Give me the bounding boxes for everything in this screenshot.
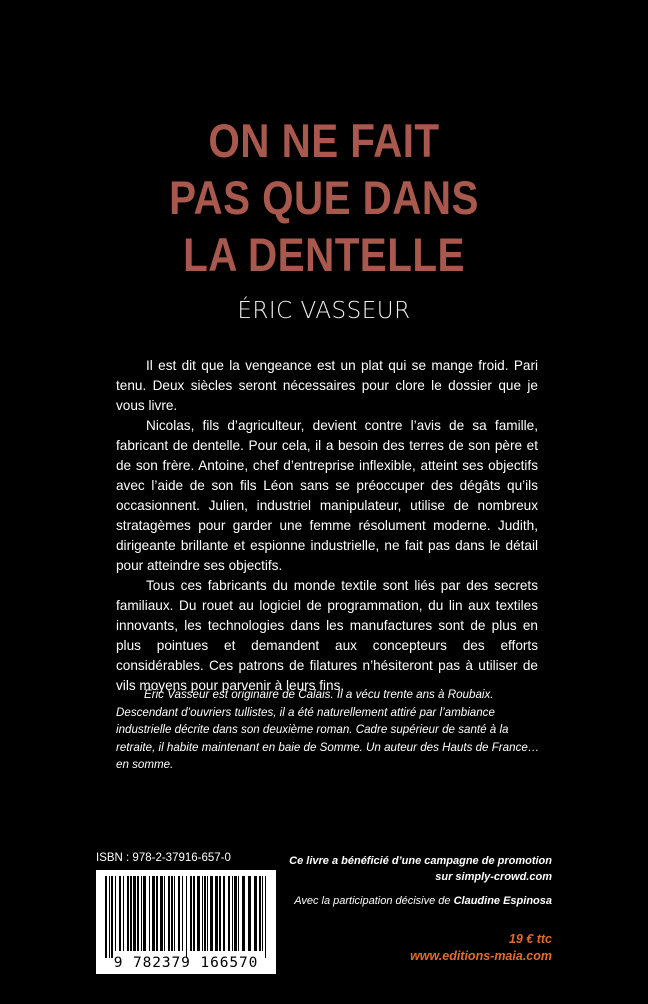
synopsis-paragraph-3: Tous ces fabricants du monde textile sont liés par des secrets familiaux. Du rouet au logiciel de programmation, du lin aux textiles innovants, les technologies dans les manufactures sont de plus en plus pointues et demandent aux concepteurs des efforts considérables. Ces patrons de filatures n’hésiteront pas à utiliser de vils moyens pour parvenir à leurs fins. [116, 578, 538, 693]
author-bio-text: Éric Vasseur est originaire de Calais. Il a vécu trente ans à Roubaix. Descendant d’ouvriers tullistes, il a été naturellement attiré par l’ambiance industrielle décrite dans son deuxième roman. Cadre supérieur de santé à la retraite, il habite maintenant en baie de Somme. Un auteur des Hauts de France… en somme. [116, 688, 540, 771]
author-bio [116, 686, 544, 774]
synopsis-paragraph-2: Nicolas, fils d’agriculteur, devient contre l’avis de sa famille, fabricant de dentelle. Pour cela, il a besoin des terres de son père et de son frère. Antoine, chef d’entreprise inflexible, atteint ses objectifs avec l’aide de son fils Léon sans se préoccuper des dégâts qu’ils occasionnent. Julien, industriel manipulateur, utilise de nombreux stratagèmes pour garder une femme résolument moderne. Judith, dirigeante brillante et espionne industrielle, ne fait pas dans le détail pour atteindre ses objectifs. [116, 418, 538, 573]
isbn-label: ISBN : 978-2-37916-657-0 [96, 852, 231, 864]
title-line-2: PAS QUE DANS [169, 171, 479, 224]
synopsis-paragraph-1: Il est dit que la vengeance est un plat qui se mange froid. Pari tenu. Deux siècles seront nécessaires pour clore le dossier que je vous livre. [116, 358, 538, 413]
isbn-barcode [96, 870, 276, 974]
publisher-website[interactable]: www.editions-maia.com [410, 949, 552, 963]
book-title [45, 112, 602, 283]
title-line-3: LA DENTELLE [183, 228, 465, 281]
promo-line-2: sur simply-crowd.com [435, 871, 552, 883]
promo-line-1: Ce livre a bénéficié d’une campagne de promotion [289, 855, 552, 867]
author-name: ÉRIC VASSEUR [237, 298, 411, 324]
participation-name: Claudine Espinosa [453, 895, 552, 907]
participation-prefix: Avec la participation décisive de [294, 895, 454, 907]
participation-line [252, 893, 552, 909]
barcode-digits: 9 782379 166570 [113, 955, 259, 971]
promotion-credits [252, 853, 552, 909]
price-block [410, 931, 552, 965]
title-line-1: ON NE FAIT [208, 114, 440, 167]
price: 19 € ttc [508, 932, 552, 946]
synopsis [116, 356, 538, 696]
